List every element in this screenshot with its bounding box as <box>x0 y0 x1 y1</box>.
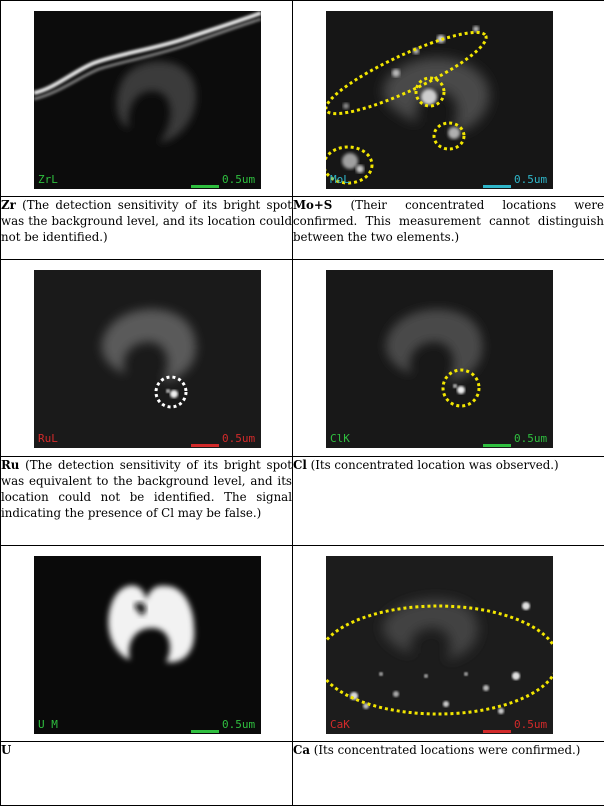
u-map-image <box>34 556 261 734</box>
ru-image-cell <box>1 260 293 456</box>
ca-element-name: Ca <box>293 742 311 757</box>
ca-scale-label: 0.5um <box>514 717 548 731</box>
cl-map-image <box>326 270 553 448</box>
cl-element-name: Cl <box>293 457 307 472</box>
ru-caption <box>1 456 293 545</box>
zr-caption <box>1 197 293 260</box>
u-map-label: U M <box>38 717 58 731</box>
ru-scale-label: 0.5um <box>222 432 256 446</box>
u-caption <box>1 741 293 805</box>
ca-scale-bar <box>483 730 511 733</box>
ca-map-label: CaK <box>330 717 350 731</box>
ca-map-image <box>326 556 553 734</box>
mos-caption <box>293 197 604 260</box>
ru-map-image <box>34 270 261 448</box>
ca-description: (Its concentrated locations were confirmed.) <box>313 742 581 757</box>
u-element-name: U <box>1 742 12 757</box>
cl-image-cell <box>293 260 604 456</box>
ru-scale-bar <box>191 444 219 447</box>
zr-element-name: Zr <box>1 198 16 213</box>
zr-scale-label: 0.5um <box>222 173 256 186</box>
mos-map-label: MoL <box>330 173 350 186</box>
u-scale-label: 0.5um <box>222 717 256 731</box>
cl-scale-label: 0.5um <box>514 432 548 446</box>
u-image-cell <box>1 545 293 741</box>
zr-scale-bar <box>191 185 219 188</box>
cl-scale-bar <box>483 444 511 447</box>
mos-description: (Their concentrated locations were confirmed. This measurement cannot distinguish between the two elements.) <box>293 198 604 245</box>
ru-element-name: Ru <box>1 457 20 472</box>
mos-scale-bar <box>483 185 511 188</box>
ca-image-cell <box>293 545 604 741</box>
cl-caption <box>293 456 604 545</box>
ca-caption <box>293 741 604 805</box>
u-scale-bar <box>191 730 219 733</box>
ru-description: (The detection sensitivity of its bright spot was equivalent to the background level, and its location could not be identified. The signal indicating the presence of Cl may be false.) <box>1 457 293 520</box>
zr-description: (The detection sensitivity of its bright spot was the background level, and its location could not be identified.) <box>1 198 293 245</box>
zr-image-cell <box>1 1 293 197</box>
cl-map-label: ClK <box>330 432 350 446</box>
mos-image-cell <box>293 1 604 197</box>
zr-map-image <box>34 11 261 189</box>
mos-scale-label: 0.5um <box>514 173 548 186</box>
zr-map-label: ZrL <box>38 173 58 186</box>
mos-element-name: Mo+S <box>293 198 333 213</box>
ru-map-label: RuL <box>38 432 58 446</box>
mos-map-image <box>326 11 553 189</box>
cl-description: (Its concentrated location was observed.) <box>310 457 559 472</box>
